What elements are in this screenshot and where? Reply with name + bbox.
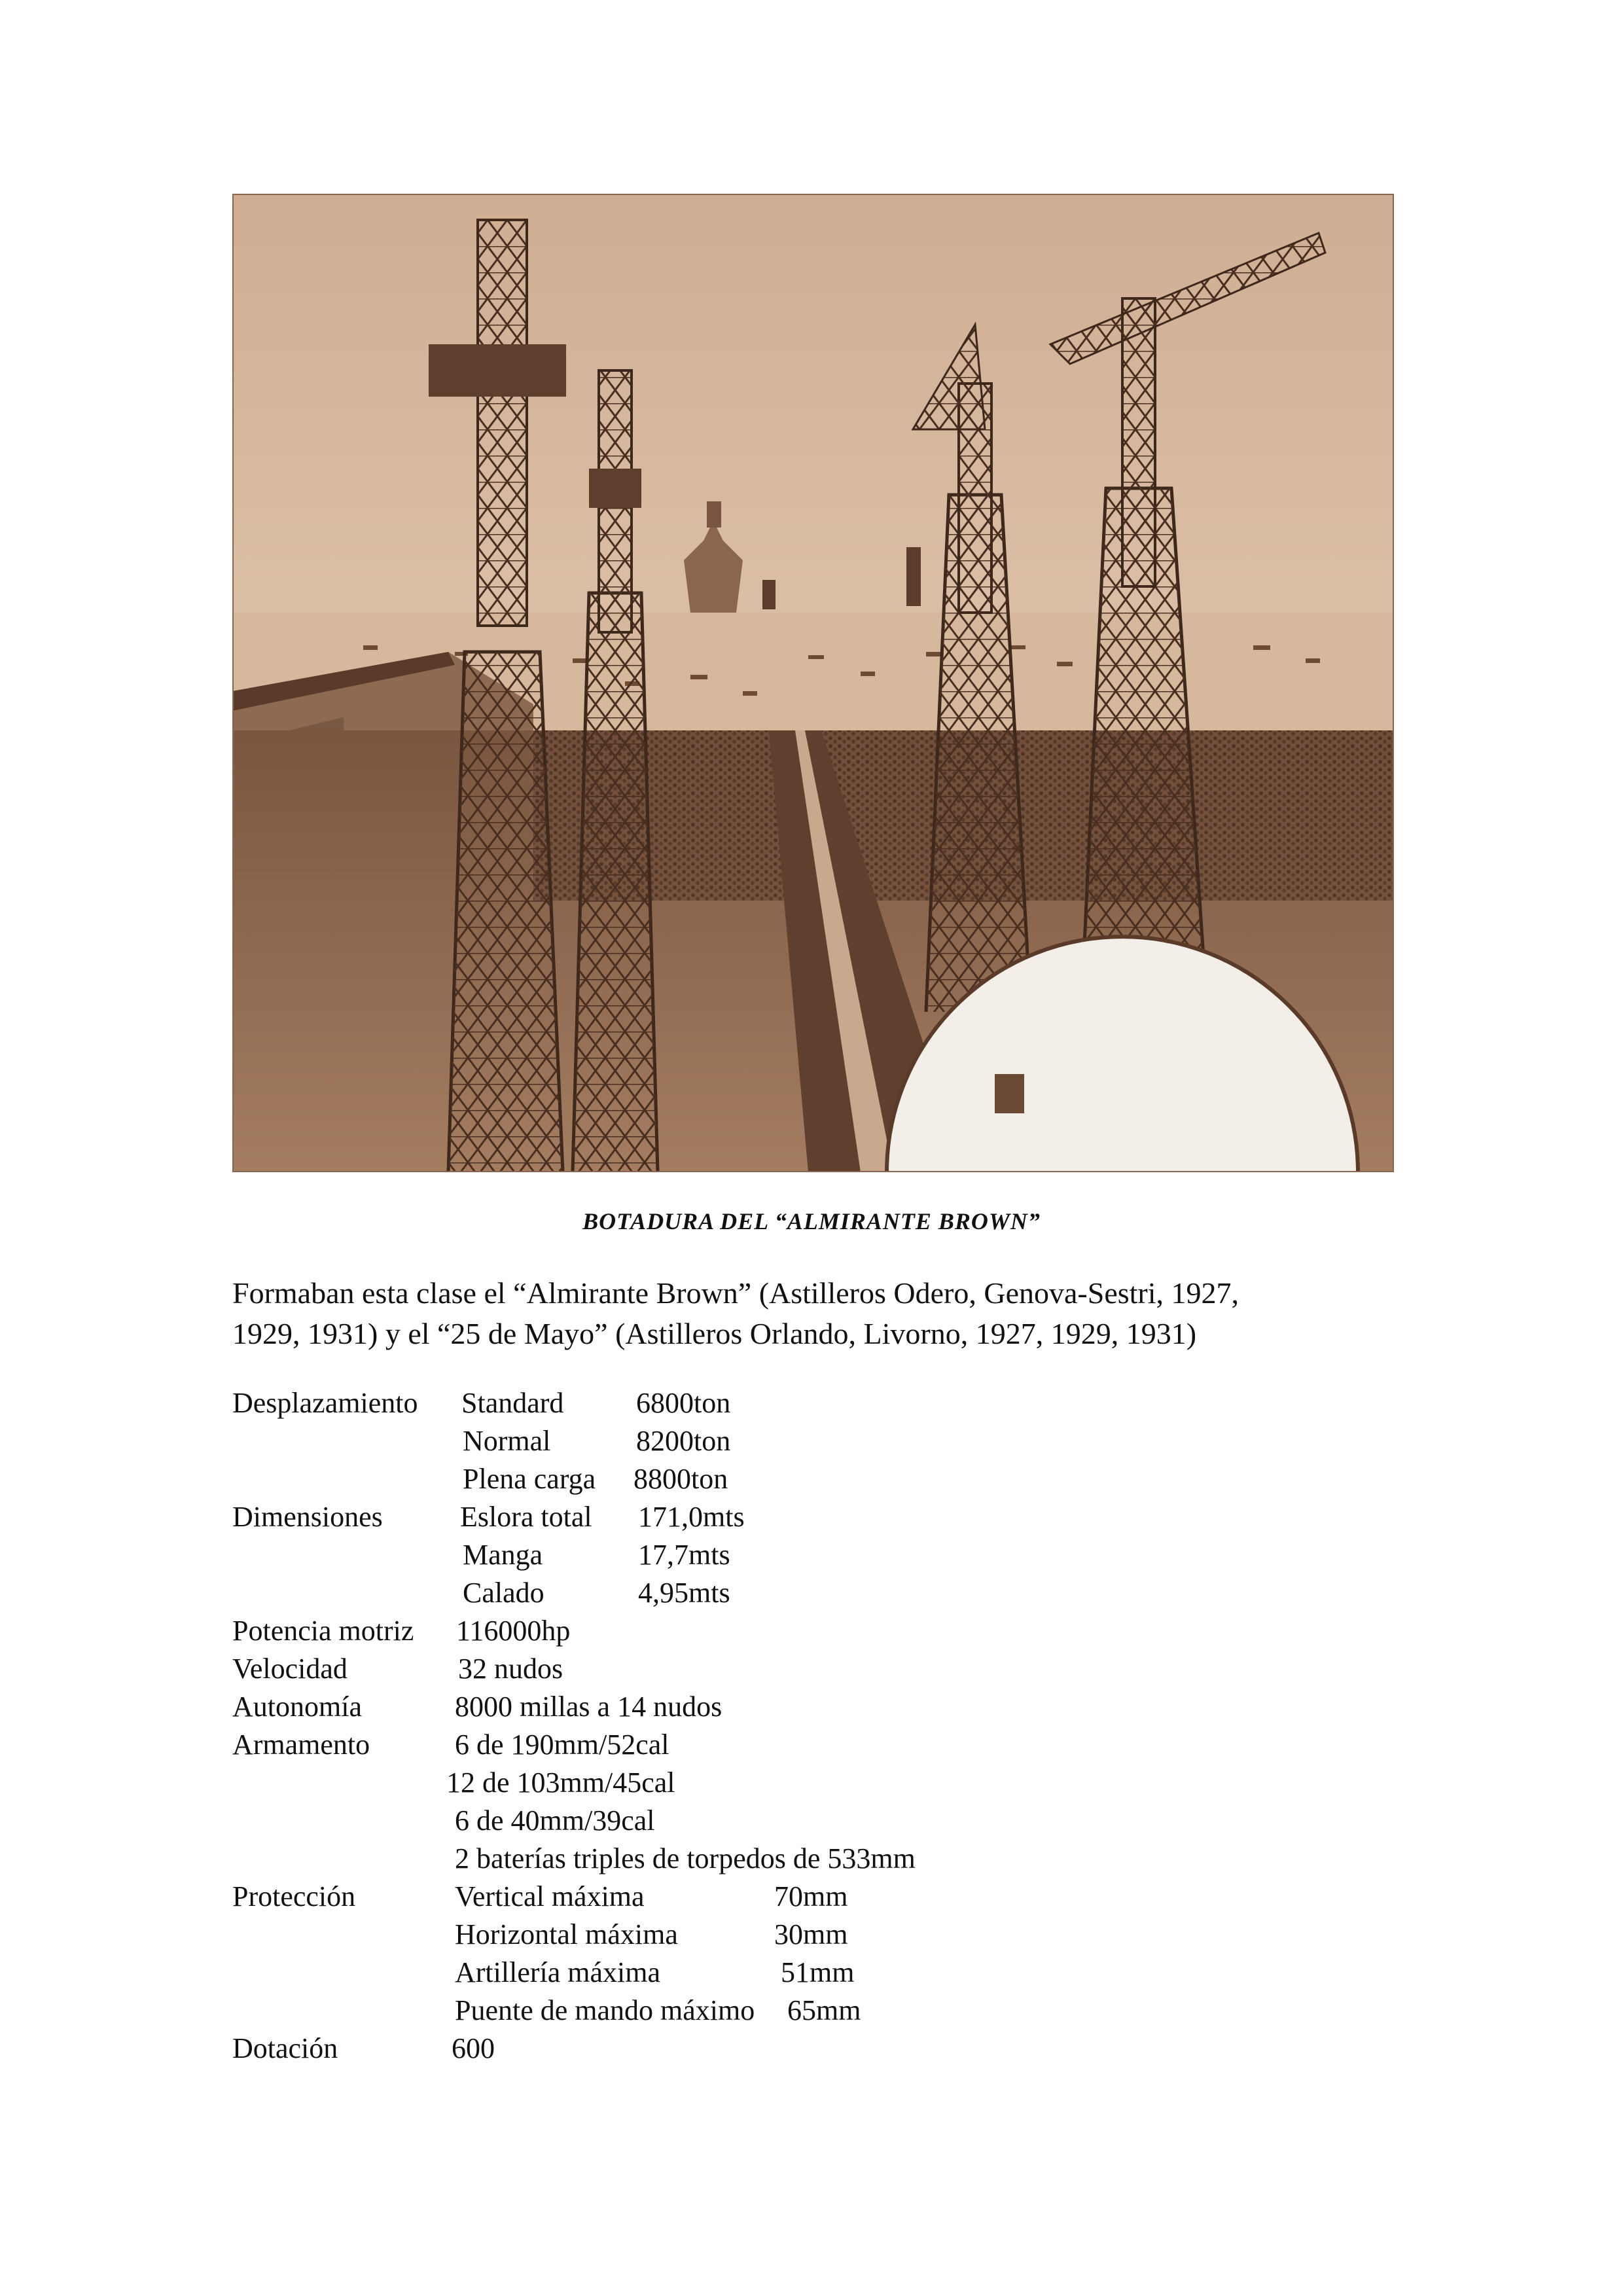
spec-subitem: Eslora total xyxy=(460,1501,592,1533)
spec-subitem: Horizontal máxima xyxy=(455,1918,678,1950)
spec-value: 8000 millas a 14 nudos xyxy=(455,1691,722,1723)
spec-label: Autonomía xyxy=(232,1691,362,1723)
intro-line: Formaban esta clase el “Almirante Brown” (Astilleros Odero, Genova-Sestri, 1927, xyxy=(232,1276,1240,1310)
spec-label: Protección xyxy=(232,1880,356,1912)
spec-subitem: Calado xyxy=(463,1577,544,1609)
intro-paragraph xyxy=(232,1273,1443,1354)
spec-label: Armamento xyxy=(232,1729,370,1761)
spec-subitem: Plena carga xyxy=(463,1463,596,1495)
shipyard-launch-photo xyxy=(232,194,1394,1172)
spec-subitem: Manga xyxy=(463,1539,543,1571)
photo-caption: BOTADURA DEL “ALMIRANTE BROWN” xyxy=(582,1208,1041,1234)
spec-value: 6800ton xyxy=(636,1387,731,1419)
spec-subitem: Normal xyxy=(463,1425,551,1457)
intro-line: 1929, 1931) y el “25 de Mayo” (Astilleros Orlando, Livorno, 1927, 1929, 1931) xyxy=(232,1317,1197,1350)
spec-subitem: Standard xyxy=(461,1387,564,1419)
spec-label: Potencia motriz xyxy=(232,1615,414,1647)
spec-value: 600 xyxy=(452,2032,495,2064)
spec-value: 32 nudos xyxy=(458,1653,563,1685)
spec-value: 70mm xyxy=(774,1880,848,1912)
spec-value: 8800ton xyxy=(633,1463,728,1495)
spec-value: 6 de 190mm/52cal xyxy=(455,1729,669,1761)
spec-value: 6 de 40mm/39cal xyxy=(455,1804,655,1837)
spec-value: 116000hp xyxy=(456,1615,571,1647)
spec-subitem: Puente de mando máximo xyxy=(455,1994,755,2026)
spec-value: 51mm xyxy=(781,1956,855,1988)
spec-value: 2 baterías triples de torpedos de 533mm xyxy=(455,1842,916,1874)
photo-illustration xyxy=(232,194,1394,1172)
spec-label: Desplazamiento xyxy=(232,1387,418,1419)
spec-value: 8200ton xyxy=(636,1425,731,1457)
spec-value: 65mm xyxy=(787,1994,861,2026)
spec-value: 30mm xyxy=(774,1918,848,1950)
spec-value: 12 de 103mm/45cal xyxy=(446,1767,675,1799)
spec-label: Dimensiones xyxy=(232,1501,383,1533)
spec-value: 17,7mts xyxy=(638,1539,730,1571)
spec-label: Velocidad xyxy=(232,1653,348,1685)
spec-label: Dotación xyxy=(232,2032,338,2064)
spec-subitem: Vertical máxima xyxy=(455,1880,645,1912)
spec-value: 4,95mts xyxy=(638,1577,730,1609)
spec-subitem: Artillería máxima xyxy=(455,1956,660,1988)
spec-value: 171,0mts xyxy=(638,1501,745,1533)
